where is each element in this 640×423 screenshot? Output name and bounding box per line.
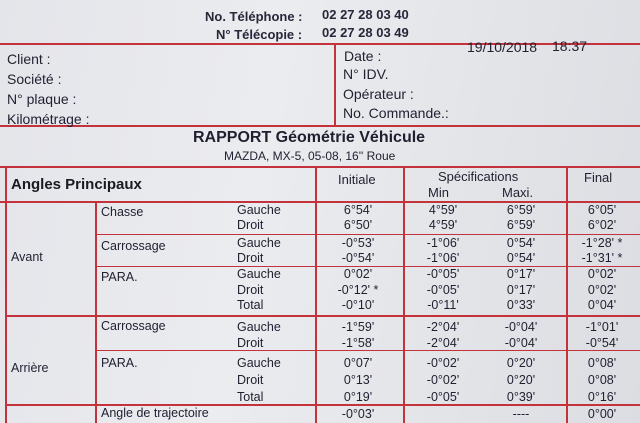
col-divider-0	[95, 202, 97, 423]
group-avant: Avant	[11, 250, 43, 264]
cell-maxi: -0°04'	[504, 320, 538, 334]
info-divider	[334, 44, 336, 126]
cell-final: -0°54'	[585, 336, 619, 350]
date-label: Date :	[344, 48, 382, 64]
cell-maxi: -0°04'	[504, 336, 538, 350]
cell-final: -1°01'	[585, 320, 619, 334]
client-label: Client :	[7, 51, 51, 67]
cell-final: -1°31' *	[581, 251, 623, 265]
row-param: Angle de trajectoire	[101, 406, 209, 420]
idv-label: N° IDV.	[343, 66, 389, 82]
cell-min: -1°06'	[426, 236, 460, 250]
societe-label: Société :	[7, 71, 62, 87]
col-min: Min	[428, 185, 449, 200]
cell-min: -0°11'	[427, 298, 459, 312]
phone-label: No. Téléphone :	[205, 9, 303, 24]
cell-min: -0°02'	[426, 356, 460, 370]
cell-maxi: ----	[512, 407, 530, 421]
row-side: Gauche	[237, 320, 281, 334]
vehicle-info: MAZDA, MX-5, 05-08, 16'' Roue	[224, 149, 396, 163]
row-side: Droit	[237, 251, 264, 265]
cell-initiale: -0°10'	[341, 298, 375, 312]
operateur-label: Opérateur :	[343, 86, 414, 102]
col-specs: Spécifications	[438, 169, 519, 184]
left-border	[5, 167, 7, 423]
row-param: Carrossage	[101, 319, 166, 333]
cell-initiale: -1°58'	[341, 336, 375, 350]
info-top-border	[0, 43, 640, 45]
cell-final: 0°00'	[587, 407, 617, 421]
sep-arr-carrossage	[96, 350, 640, 351]
cell-initiale: -0°54'	[341, 251, 375, 265]
row-param: PARA.	[101, 356, 138, 370]
col-initiale: Initiale	[338, 172, 376, 187]
cell-final: 0°16'	[587, 390, 617, 404]
cell-min: -1°06'	[426, 251, 460, 265]
cell-initiale: 0°07'	[343, 356, 373, 370]
cell-initiale: 0°19'	[343, 390, 373, 404]
plaque-label: N° plaque :	[7, 91, 77, 107]
sep-avant	[5, 315, 640, 317]
row-param: Chasse	[101, 205, 144, 219]
cell-final: 0°08'	[587, 356, 617, 370]
cell-initiale: 6°54'	[343, 203, 373, 217]
cell-min: -2°04'	[426, 320, 460, 334]
cell-final: -1°28' *	[581, 236, 623, 250]
sep-chasse	[96, 234, 640, 235]
cell-min: -0°05'	[426, 390, 460, 404]
cell-initiale: 0°02'	[343, 267, 373, 281]
row-side: Droit	[237, 218, 264, 232]
cell-final: 0°02'	[587, 267, 617, 281]
cell-maxi: 0°17'	[506, 267, 536, 281]
cell-maxi: 0°39'	[506, 390, 536, 404]
col-divider-1	[315, 167, 317, 423]
time-value: 18:37	[552, 38, 588, 54]
row-side: Gauche	[237, 267, 281, 281]
cell-initiale: -1°59'	[341, 320, 375, 334]
report-title: RAPPORT Géométrie Véhicule	[193, 129, 426, 146]
row-side: Gauche	[237, 236, 281, 250]
row-side: Droit	[237, 283, 264, 297]
fax-label: N° Télécopie :	[216, 27, 303, 42]
row-side: Gauche	[237, 203, 281, 217]
cell-maxi: 6°59'	[506, 218, 536, 232]
cell-min: -0°05'	[426, 267, 460, 281]
row-side: Droit	[237, 373, 264, 387]
table-top-border	[0, 166, 640, 168]
cell-min: 4°59'	[428, 203, 458, 217]
cell-maxi: 0°54'	[506, 236, 536, 250]
col-maxi: Maxi.	[502, 185, 534, 200]
col-final: Final	[584, 170, 613, 185]
cell-maxi: 0°54'	[506, 251, 536, 265]
cell-maxi: 0°20'	[506, 373, 536, 387]
cell-maxi: 0°17'	[506, 283, 536, 297]
cell-maxi: 0°33'	[506, 298, 536, 312]
col-divider-2	[403, 167, 405, 423]
info-bottom-border	[0, 125, 640, 127]
date-value: 19/10/2018	[467, 39, 538, 55]
cell-min: -0°05'	[426, 283, 460, 297]
cell-final: 0°04'	[587, 298, 617, 312]
commande-label: No. Commande.:	[343, 105, 449, 121]
cell-final: 0°08'	[587, 373, 617, 387]
kilometrage-label: Kilométrage :	[7, 111, 90, 127]
row-side: Total	[237, 298, 264, 312]
cell-initiale: -0°12' *	[337, 283, 379, 297]
cell-final: 6°02'	[587, 218, 617, 232]
fax-value: 02 27 28 03 49	[322, 25, 409, 40]
row-side: Total	[237, 390, 264, 404]
cell-final: 0°02'	[587, 283, 617, 297]
row-side: Droit	[237, 336, 264, 350]
cell-final: 6°05'	[587, 203, 617, 217]
row-side: Gauche	[237, 356, 281, 370]
cell-initiale: 6°50'	[343, 218, 373, 232]
cell-maxi: 0°20'	[506, 356, 536, 370]
section-title: Angles Principaux	[11, 176, 142, 193]
row-param: Carrossage	[101, 239, 166, 253]
group-arriere: Arrière	[11, 361, 49, 375]
cell-min: -2°04'	[426, 336, 460, 350]
cell-initiale: -0°03'	[341, 407, 375, 421]
cell-min: -0°02'	[426, 373, 460, 387]
cell-min: 4°59'	[428, 218, 458, 232]
cell-initiale: -0°53'	[341, 236, 375, 250]
row-param: PARA.	[101, 270, 138, 284]
phone-value: 02 27 28 03 40	[322, 7, 409, 22]
cell-initiale: 0°13'	[343, 373, 373, 387]
cell-maxi: 6°59'	[506, 203, 536, 217]
